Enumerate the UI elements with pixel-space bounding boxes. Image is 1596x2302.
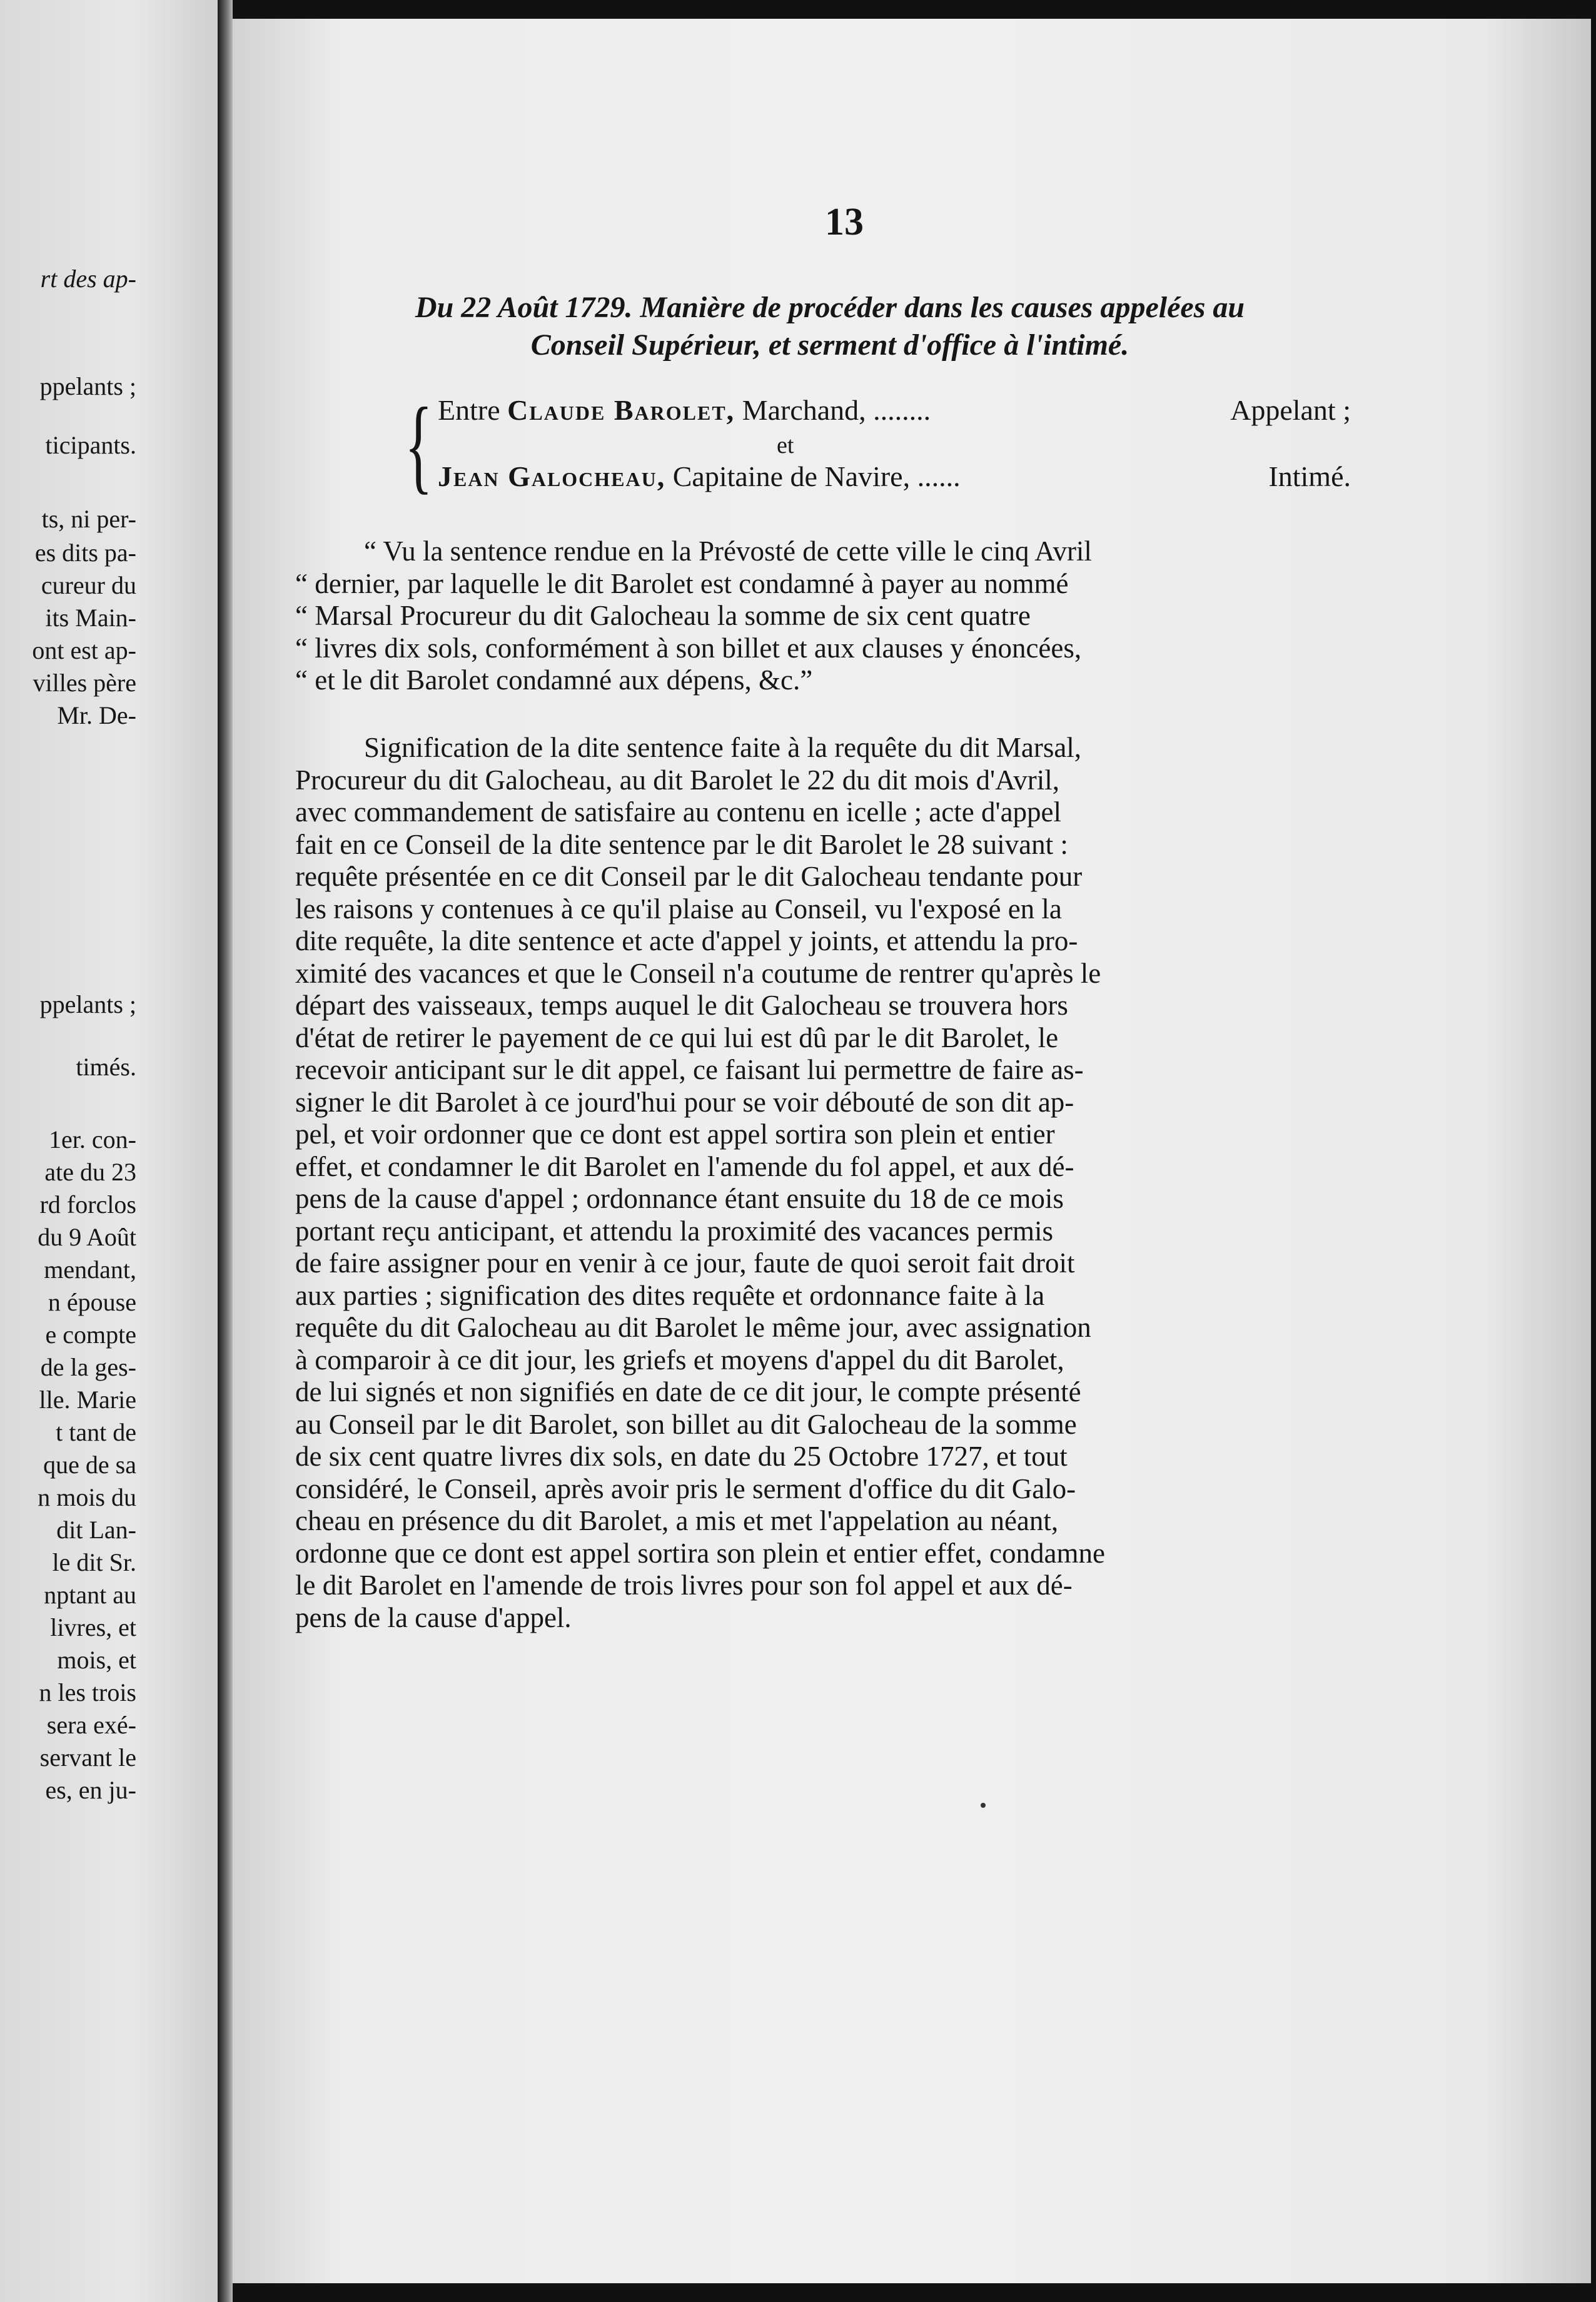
entry-heading: [292, 289, 1368, 364]
facing-page-line: ppelants ;: [39, 990, 136, 1018]
facing-page-line: servant le: [39, 1743, 136, 1772]
entry-date: Du 22 Août 1729.: [415, 291, 633, 324]
body-line: requête du dit Galocheau au dit Barolet le même jour, avec assignation: [295, 1312, 1091, 1343]
facing-page-line: ticipants.: [45, 431, 136, 459]
ink-dot: [981, 1803, 986, 1808]
facing-page-line: dit Lan-: [56, 1516, 136, 1544]
party-conjunction: et: [777, 432, 794, 459]
body-line: signer le dit Barolet à ce jourd'hui pour se voir débouté de son dit ap-: [295, 1086, 1074, 1118]
facing-page-line: n mois du: [38, 1483, 136, 1511]
facing-page-line: lle. Marie: [39, 1386, 136, 1414]
body-paragraph: [295, 732, 1366, 1634]
body-line: de faire assigner pour en venir à ce jour, faute de quoi seroit fait droit: [295, 1247, 1075, 1279]
facing-page-line: timés.: [76, 1053, 136, 1081]
body-line: ximité des vacances et que le Conseil n'a coutume de rentrer qu'après le: [295, 957, 1101, 989]
respondent-role: Intimé.: [1268, 460, 1351, 492]
body-line: portant reçu anticipant, et attendu la proximité des vacances permis: [295, 1215, 1054, 1247]
facing-page-line: n épouse: [48, 1288, 136, 1316]
dot-leader: ........: [873, 394, 931, 426]
body-line: effet, et condamner le dit Barolet en l'amende du fol appel, et aux dé-: [295, 1150, 1074, 1182]
body-line: avec commandement de satisfaire au contenu en icelle ; acte d'appel: [295, 796, 1062, 828]
appellant-role: Appelant ;: [1230, 394, 1351, 426]
body-line: recevoir anticipant sur le dit appel, ce faisant lui permettre de faire as-: [295, 1054, 1084, 1085]
body-line: dite requête, la dite sentence et acte d'appel y joints, et attendu la pro-: [295, 925, 1078, 956]
quoted-sentence: [295, 535, 1366, 697]
body-line: aux parties ; signification des dites requête et ordonnance faite à la: [295, 1279, 1045, 1311]
facing-page-line: ts, ni per-: [41, 505, 136, 533]
facing-page: [0, 0, 218, 2302]
quote-line: “ dernier, par laquelle le dit Barolet est condamné à payer au nommé: [295, 567, 1069, 599]
facing-page-line: de la ges-: [40, 1353, 136, 1381]
facing-page-line: e compte: [45, 1321, 136, 1349]
body-line: pel, et voir ordonner que ce dont est appel sortira son plein et entier: [295, 1118, 1055, 1150]
facing-page-line: n les trois: [39, 1678, 136, 1706]
facing-page-line: t tant de: [56, 1418, 136, 1446]
dot-leader: ......: [917, 460, 961, 492]
body-line: les raisons y contenues à ce qu'il plaise au Conseil, vu l'exposé en la: [295, 893, 1062, 925]
quote-line: “ livres dix sols, conformément à son billet et aux clauses y énoncées,: [295, 632, 1082, 664]
entry-title-part1: Manière de procéder dans les causes appelées au: [640, 291, 1245, 324]
facing-page-line: le dit Sr.: [52, 1548, 136, 1576]
body-line: à comparoir à ce dit jour, les griefs et moyens d'appel du dit Barolet,: [295, 1344, 1064, 1376]
facing-page-line: sera exé-: [46, 1711, 136, 1739]
body-line: départ des vaisseaux, temps auquel le dit Galocheau se trouvera hors: [295, 990, 1068, 1021]
body-line: pens de la cause d'appel ; ordonnance étant ensuite du 18 de ce mois: [295, 1183, 1064, 1214]
quote-line: “ Marsal Procureur du dit Galocheau la somme de six cent quatre: [295, 600, 1031, 631]
body-line: de six cent quatre livres dix sols, en date du 25 Octobre 1727, et tout: [295, 1441, 1068, 1472]
party-prefix: Entre: [438, 394, 500, 426]
facing-page-line: du 9 Août: [38, 1223, 136, 1251]
facing-page-line: mendant,: [44, 1255, 136, 1284]
facing-page-line: rt des ap-: [40, 265, 136, 293]
party-appellant: [438, 393, 1351, 428]
facing-page-line: ont est ap-: [32, 636, 136, 664]
party-respondent: [438, 459, 1351, 494]
respondent-name: Jean Galocheau,: [438, 460, 666, 492]
page-number: 13: [825, 201, 864, 243]
body-line: le dit Barolet en l'amende de trois livres pour son fol appel et aux dé-: [295, 1569, 1073, 1601]
facing-page-line: es dits pa-: [34, 539, 136, 567]
body-line: de lui signés et non signifiés en date de ce dit jour, le compte présenté: [295, 1376, 1081, 1407]
appellant-name: Claude Barolet,: [507, 394, 735, 426]
book-gutter: [218, 0, 233, 2302]
appellant-desc: Marchand,: [742, 394, 866, 426]
body-line: au Conseil par le dit Barolet, son billet au dit Galocheau de la somme: [295, 1408, 1077, 1440]
body-line: requête présentée en ce dit Conseil par le dit Galocheau tendante pour: [295, 861, 1083, 892]
respondent-desc: Capitaine de Navire,: [672, 460, 911, 492]
facing-page-line: que de sa: [43, 1451, 136, 1479]
facing-page-line: es, en ju-: [45, 1776, 136, 1804]
facing-page-line: its Main-: [45, 604, 136, 632]
body-line: pens de la cause d'appel.: [295, 1601, 572, 1633]
body-line: considéré, le Conseil, après avoir pris le serment d'office du dit Galo-: [295, 1473, 1076, 1504]
party-brace: {: [405, 386, 433, 504]
quote-line: “ Vu la sentence rendue en la Prévosté de cette ville le cinq Avril: [364, 535, 1092, 567]
entry-title-part2: Conseil Supérieur, et serment d'office à l'intimé.: [530, 328, 1129, 362]
facing-page-line: livres, et: [50, 1613, 136, 1641]
facing-page-line: ate du 23: [44, 1158, 136, 1186]
facing-page-line: ppelants ;: [39, 372, 136, 400]
facing-page-line: nptant au: [44, 1581, 136, 1609]
body-line: d'état de retirer le payement de ce qui lui est dû par le dit Barolet, le: [295, 1022, 1059, 1053]
facing-page-line: rd forclos: [39, 1190, 136, 1219]
facing-page-line: villes père: [33, 669, 136, 697]
body-line: fait en ce Conseil de la dite sentence par le dit Barolet le 28 suivant :: [295, 828, 1068, 860]
body-line: Procureur du dit Galocheau, au dit Barolet le 22 du dit mois d'Avril,: [295, 764, 1060, 796]
body-line: ordonne que ce dont est appel sortira son plein et entier effet, condamne: [295, 1537, 1105, 1569]
body-line: cheau en présence du dit Barolet, a mis et met l'appelation au néant,: [295, 1505, 1059, 1536]
quote-line: “ et le dit Barolet condamné aux dépens, &c.”: [295, 664, 813, 696]
body-line: Signification de la dite sentence faite à la requête du dit Marsal,: [364, 732, 1082, 763]
entry-heading-line1: [292, 289, 1368, 327]
facing-page-line: mois, et: [57, 1646, 136, 1674]
facing-page-line: 1er. con-: [49, 1125, 136, 1154]
facing-page-line: Mr. De-: [57, 701, 136, 729]
book-page: [233, 19, 1591, 2283]
facing-page-line: cureur du: [41, 571, 136, 599]
